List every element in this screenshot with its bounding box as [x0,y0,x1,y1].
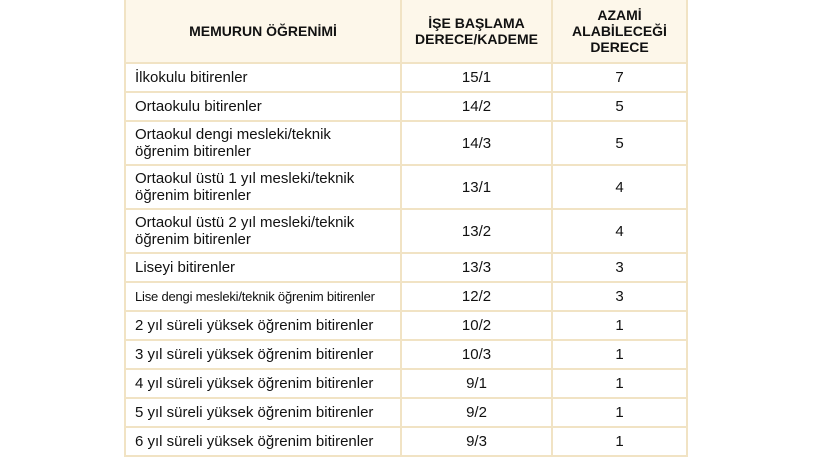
education-level-cell [125,63,401,92]
max-grade-cell: 3 [552,282,687,311]
start-grade-cell: 13/1 [401,165,552,209]
education-level-cell [125,282,401,311]
start-grade-cell: 10/3 [401,340,552,369]
start-grade-cell: 9/1 [401,369,552,398]
education-level-text-line-1: Ortaokul dengi mesleki/teknik [135,126,331,143]
max-grade-cell: 1 [552,398,687,427]
max-grade-cell: 1 [552,311,687,340]
education-level-text-line-1: Ortaokul üstü 2 yıl mesleki/teknik [135,214,355,231]
header-max-grade-line-2: ALABİLECEĞİ [572,23,667,39]
table-row [125,340,687,369]
header-education [125,0,401,63]
table-row [125,63,687,92]
education-level-cell [125,209,401,253]
education-level-cell [125,340,401,369]
table-row [125,311,687,340]
start-grade-cell: 9/2 [401,398,552,427]
table-row [125,121,687,165]
max-grade-cell: 3 [552,253,687,282]
max-grade-cell: 4 [552,209,687,253]
header-start-grade-line-2: DERECE/KADEME [415,31,538,47]
education-level-cell [125,398,401,427]
max-grade-cell: 1 [552,369,687,398]
education-level-text: 5 yıl süreli yüksek öğrenim bitirenler [135,404,374,421]
education-grade-table [124,0,688,457]
start-grade-cell: 14/3 [401,121,552,165]
max-grade-cell: 7 [552,63,687,92]
header-max-grade-line-1: AZAMİ [597,7,642,23]
header-education-text: MEMURUN ÖĞRENİMİ [189,23,337,39]
education-level-cell [125,369,401,398]
education-level-cell [125,311,401,340]
max-grade-cell: 1 [552,427,687,456]
start-grade-cell: 12/2 [401,282,552,311]
max-grade-cell: 4 [552,165,687,209]
header-max-grade [552,0,687,63]
education-level-text: 2 yıl süreli yüksek öğrenim bitirenler [135,317,374,334]
education-level-text-line-2: öğrenim bitirenler [135,187,251,204]
education-level-text-line-2: öğrenim bitirenler [135,231,251,248]
start-grade-cell: 15/1 [401,63,552,92]
education-level-text: İlkokulu bitirenler [135,69,248,86]
start-grade-cell: 13/2 [401,209,552,253]
table-row [125,369,687,398]
table-row [125,92,687,121]
header-row [125,0,687,63]
max-grade-cell: 5 [552,121,687,165]
max-grade-cell: 1 [552,340,687,369]
education-level-cell [125,253,401,282]
start-grade-cell: 9/3 [401,427,552,456]
table-row [125,253,687,282]
education-level-text: 4 yıl süreli yüksek öğrenim bitirenler [135,375,374,392]
table-row [125,427,687,456]
header-max-grade-line-3: DERECE [590,39,649,55]
table-row [125,282,687,311]
start-grade-cell: 14/2 [401,92,552,121]
education-level-text: 3 yıl süreli yüksek öğrenim bitirenler [135,346,374,363]
max-grade-cell: 5 [552,92,687,121]
education-level-text: Lise dengi mesleki/teknik öğrenim bitirenler [135,289,375,304]
start-grade-cell: 10/2 [401,311,552,340]
education-level-text-line-1: Ortaokul üstü 1 yıl mesleki/teknik [135,170,355,187]
start-grade-cell: 13/3 [401,253,552,282]
education-level-text: Liseyi bitirenler [135,259,236,276]
education-level-text-line-2: öğrenim bitirenler [135,143,251,160]
table-row [125,209,687,253]
table-row [125,398,687,427]
header-start-grade-line-1: İŞE BAŞLAMA [428,15,525,31]
header-start-grade [401,0,552,63]
education-level-cell [125,427,401,456]
education-level-text: 6 yıl süreli yüksek öğrenim bitirenler [135,433,374,450]
education-level-cell [125,92,401,121]
education-level-text: Ortaokulu bitirenler [135,98,262,115]
education-level-cell [125,165,401,209]
education-level-cell [125,121,401,165]
table-row [125,165,687,209]
